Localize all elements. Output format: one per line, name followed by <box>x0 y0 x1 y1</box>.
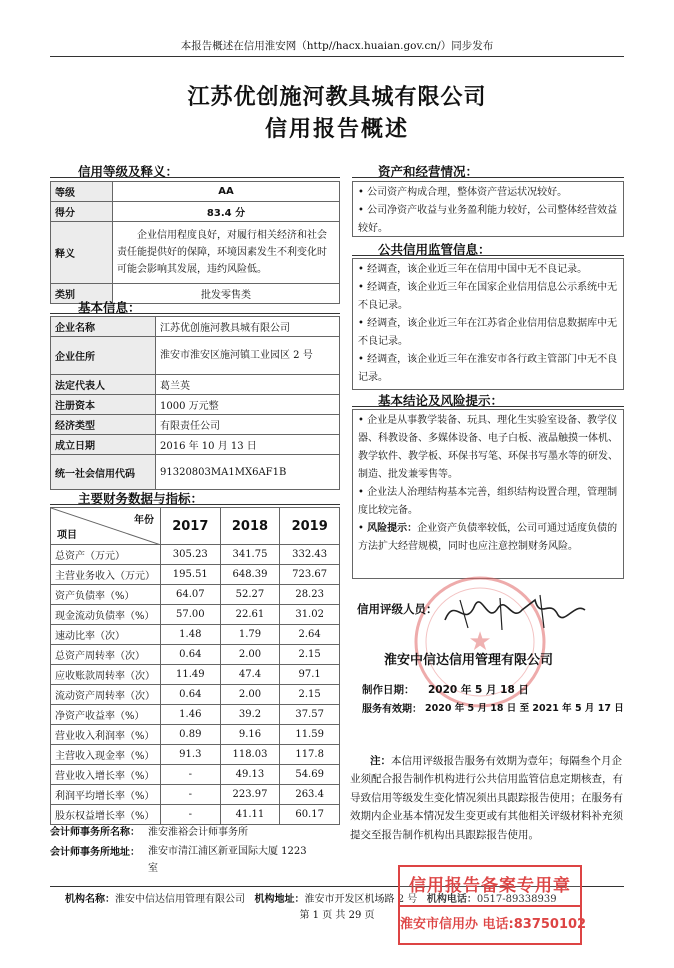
finance-item-name: 主营收入现金率（%） <box>51 745 161 765</box>
basic-label: 经济类型 <box>51 415 156 435</box>
footer-info: 机构名称：淮安中信达信用管理有限公司 机构地址：淮安市开发区机场路 2 号 机构电话：0517-89338939 <box>65 894 557 905</box>
basic-section-title: 基本信息： <box>78 300 141 315</box>
finance-value: 305.23 <box>160 545 220 565</box>
company-title: 江苏优创施河教具城有限公司 <box>187 85 487 110</box>
finance-value: 60.17 <box>280 805 340 825</box>
finance-value: 47.4 <box>220 665 280 685</box>
assets-item: • 公司资产构成合理，整体资产营运状况较好。 <box>358 187 568 198</box>
finance-value: 195.51 <box>160 565 220 585</box>
note-text: 本信用评级报告服务有效期为壹年；每隔叁个月企业须配合报告制作机构进行公共信用监管信息定期核查，有导致信用等级发生变化情况须出具跟踪报告使用；在服务有效期内企业基本情况发生变更或有其他相关评级材料补充须提交至报告制作机构出具跟踪报告使用。 <box>350 755 623 841</box>
finance-value: 223.97 <box>220 785 280 805</box>
finance-value: 52.27 <box>220 585 280 605</box>
finance-value: - <box>160 785 220 805</box>
supervision-item: • 经调查，该企业近三年在淮安市各行政主管部门中无不良记录。 <box>358 354 618 383</box>
finance-row <box>51 545 340 565</box>
finance-value: 64.07 <box>160 585 220 605</box>
report-header: 本报告概述在信用淮安网（http//hacx.huaian.gov.cn/）同步发布 <box>180 40 494 52</box>
finance-row <box>51 645 340 665</box>
finance-row <box>51 725 340 745</box>
finance-rows <box>51 545 340 825</box>
note <box>350 752 628 844</box>
header-divider <box>50 56 624 57</box>
finance-item-name: 利润平均增长率（%） <box>51 785 161 805</box>
year-header: 2017 <box>160 508 220 545</box>
filing-stamp <box>398 865 587 945</box>
finance-value: 2.00 <box>220 685 280 705</box>
basic-label: 成立日期 <box>51 435 156 455</box>
finance-value: 9.16 <box>220 725 280 745</box>
level-label: 等级 <box>51 182 113 202</box>
finance-row <box>51 605 340 625</box>
finance-corner <box>51 508 161 545</box>
finance-value: 341.75 <box>220 545 280 565</box>
meaning-label: 释义 <box>51 222 113 284</box>
basic-value: 91320803MA1MX6AF1B <box>156 455 340 490</box>
finance-value: 11.49 <box>160 665 220 685</box>
category-value: 批发零售类 <box>113 284 340 304</box>
finance-item-name: 资产负债率（%） <box>51 585 161 605</box>
supervision-section-title: 公共信用监管信息： <box>378 242 491 257</box>
finance-value: 37.57 <box>280 705 340 725</box>
category-label: 类别 <box>51 284 113 304</box>
auditor-name: 淮安淮裕会计师事务所 <box>148 827 248 838</box>
finance-row <box>51 745 340 765</box>
finance-item-name: 总资产周转率（次） <box>51 645 161 665</box>
corner-year-label: 年份 <box>133 515 154 526</box>
finance-item-name: 主营业务收入（万元） <box>51 565 161 585</box>
basic-info-table <box>50 316 340 490</box>
basic-label: 法定代表人 <box>51 375 156 395</box>
finance-value: 2.00 <box>220 645 280 665</box>
finance-item-name: 速动比率（次） <box>51 625 161 645</box>
finance-value: 2.15 <box>280 645 340 665</box>
grade-table <box>50 181 340 304</box>
finance-item-name: 净资产收益率（%） <box>51 705 161 725</box>
date-label: 制作日期： <box>362 684 415 696</box>
note-label: 注： <box>370 755 391 767</box>
finance-value: 332.43 <box>280 545 340 565</box>
finance-value: 1.48 <box>160 625 220 645</box>
finance-value: 39.2 <box>220 705 280 725</box>
finance-value: 0.64 <box>160 685 220 705</box>
auditor-address: 淮安市清江浦区新亚国际大厦 1223 室 <box>148 846 307 874</box>
basic-label: 注册资本 <box>51 395 156 415</box>
finance-value: 91.3 <box>160 745 220 765</box>
finance-value: 97.1 <box>280 665 340 685</box>
stamp-line2: 淮安市信用办 电话:83750102 <box>400 917 587 932</box>
finance-value: 1.46 <box>160 705 220 725</box>
divider <box>50 504 340 505</box>
finance-item-name: 应收账款周转率（次） <box>51 665 161 685</box>
assets-section-title: 资产和经营情况： <box>378 164 479 179</box>
finance-value: 2.15 <box>280 685 340 705</box>
conclusion-box <box>352 409 624 579</box>
finance-value: 28.23 <box>280 585 340 605</box>
finance-row <box>51 805 340 825</box>
finance-table <box>50 507 340 825</box>
finance-value: 11.59 <box>280 725 340 745</box>
conclusion-item: • 企业法人治理结构基本完善，组织结构设置合理，管理制度比较完备。 <box>358 487 618 516</box>
year-header: 2019 <box>280 508 340 545</box>
rater-org: 淮安中信达信用管理有限公司 <box>384 653 554 668</box>
level-value: AA <box>113 182 340 202</box>
grade-section-title: 信用等级及释义： <box>78 164 179 179</box>
basic-value: 淮安市淮安区施河镇工业园区 2 号 <box>156 337 340 375</box>
divider <box>352 177 624 178</box>
divider <box>50 177 340 178</box>
finance-item-name: 营业收入利润率（%） <box>51 725 161 745</box>
finance-value: 723.67 <box>280 565 340 585</box>
finance-section-title: 主要财务数据与指标： <box>78 491 204 506</box>
finance-value: 31.02 <box>280 605 340 625</box>
valid-label: 服务有效期： <box>362 704 422 715</box>
finance-value: 118.03 <box>220 745 280 765</box>
basic-value: 2016 年 10 月 13 日 <box>156 435 340 455</box>
year-header: 2018 <box>220 508 280 545</box>
finance-value: - <box>160 765 220 785</box>
meaning-value: 企业信用程度良好，对履行相关经济和社会责任能提供好的保障，环境因素发生不利变化时可能会影响其发展，违约风险低。 <box>113 222 340 284</box>
finance-row <box>51 705 340 725</box>
score-value: 83.4 分 <box>113 202 340 222</box>
finance-value: 648.39 <box>220 565 280 585</box>
finance-value: 22.61 <box>220 605 280 625</box>
finance-row <box>51 665 340 685</box>
finance-value: 1.79 <box>220 625 280 645</box>
basic-value: 1000 万元整 <box>156 395 340 415</box>
supervision-item: • 经调查，该企业近三年在江苏省企业信用信息数据库中无不良记录。 <box>358 318 618 347</box>
finance-value: 41.11 <box>220 805 280 825</box>
risk-item: • 风险提示：企业资产负债率较低，公司可通过适度负债的方法扩大经营规模，同时也应注意控制财务风险。 <box>358 523 618 552</box>
finance-item-name: 股东权益增长率（%） <box>51 805 161 825</box>
finance-row <box>51 685 340 705</box>
supervision-item: • 经调查，该企业近三年在国家企业信用信息公示系统中无不良记录。 <box>358 282 618 311</box>
finance-value: 0.64 <box>160 645 220 665</box>
divider <box>50 313 340 314</box>
auditor-label: 会计师事务所名称： <box>50 827 140 838</box>
finance-row <box>51 785 340 805</box>
corner-item-label: 项目 <box>57 530 77 541</box>
svg-text:★: ★ <box>468 627 492 657</box>
finance-value: 57.00 <box>160 605 220 625</box>
basic-label: 企业名称 <box>51 317 156 337</box>
page-number: 第 1 页 共 29 页 <box>299 910 375 921</box>
finance-row <box>51 765 340 785</box>
assets-box <box>352 181 624 237</box>
finance-value: - <box>160 805 220 825</box>
finance-item-name: 现金流动负债率（%） <box>51 605 161 625</box>
date-value: 2020 年 5 月 18 日 <box>428 684 529 696</box>
basic-value: 江苏优创施河教具城有限公司 <box>156 317 340 337</box>
rater-label: 信用评级人员： <box>357 602 438 616</box>
finance-row <box>51 565 340 585</box>
assets-item: • 公司净资产收益与业务盈利能力较好，公司整体经营效益较好。 <box>358 205 618 234</box>
finance-item-name: 营业收入增长率（%） <box>51 765 161 785</box>
report-subtitle: 信用报告概述 <box>264 117 409 142</box>
finance-value: 117.8 <box>280 745 340 765</box>
basic-value: 有限责任公司 <box>156 415 340 435</box>
conclusion-item: • 企业是从事教学装备、玩具、理化生实验室设备、教学仪器、科教设备、多媒体设备、电子白板、液晶触摸一体机、教学软件、教学板、环保书写笔、环保书写墨水等的研发、制造、批发兼零售等。 <box>358 415 618 480</box>
conclusion-section-title: 基本结论及风险提示： <box>378 393 504 408</box>
supervision-box <box>352 258 624 390</box>
finance-item-name: 流动资产周转率（次） <box>51 685 161 705</box>
finance-row <box>51 585 340 605</box>
stamp-line1: 信用报告备案专用章 <box>400 867 580 907</box>
finance-value: 0.89 <box>160 725 220 745</box>
basic-value: 葛兰英 <box>156 375 340 395</box>
finance-value: 49.13 <box>220 765 280 785</box>
score-label: 得分 <box>51 202 113 222</box>
basic-label: 统一社会信用代码 <box>51 455 156 490</box>
finance-value: 263.4 <box>280 785 340 805</box>
auditor-address-label: 会计师事务所地址： <box>50 847 140 858</box>
divider <box>352 255 624 256</box>
divider <box>352 406 624 407</box>
finance-value: 54.69 <box>280 765 340 785</box>
supervision-item: • 经调查，该企业近三年在信用中国中无不良记录。 <box>358 264 588 275</box>
finance-item-name: 总资产（万元） <box>51 545 161 565</box>
basic-label: 企业住所 <box>51 337 156 375</box>
finance-row <box>51 625 340 645</box>
finance-value: 2.64 <box>280 625 340 645</box>
rater-signature <box>440 590 590 635</box>
valid-value: 2020 年 5 月 18 日 至 2021 年 5 月 17 日 <box>425 703 624 714</box>
